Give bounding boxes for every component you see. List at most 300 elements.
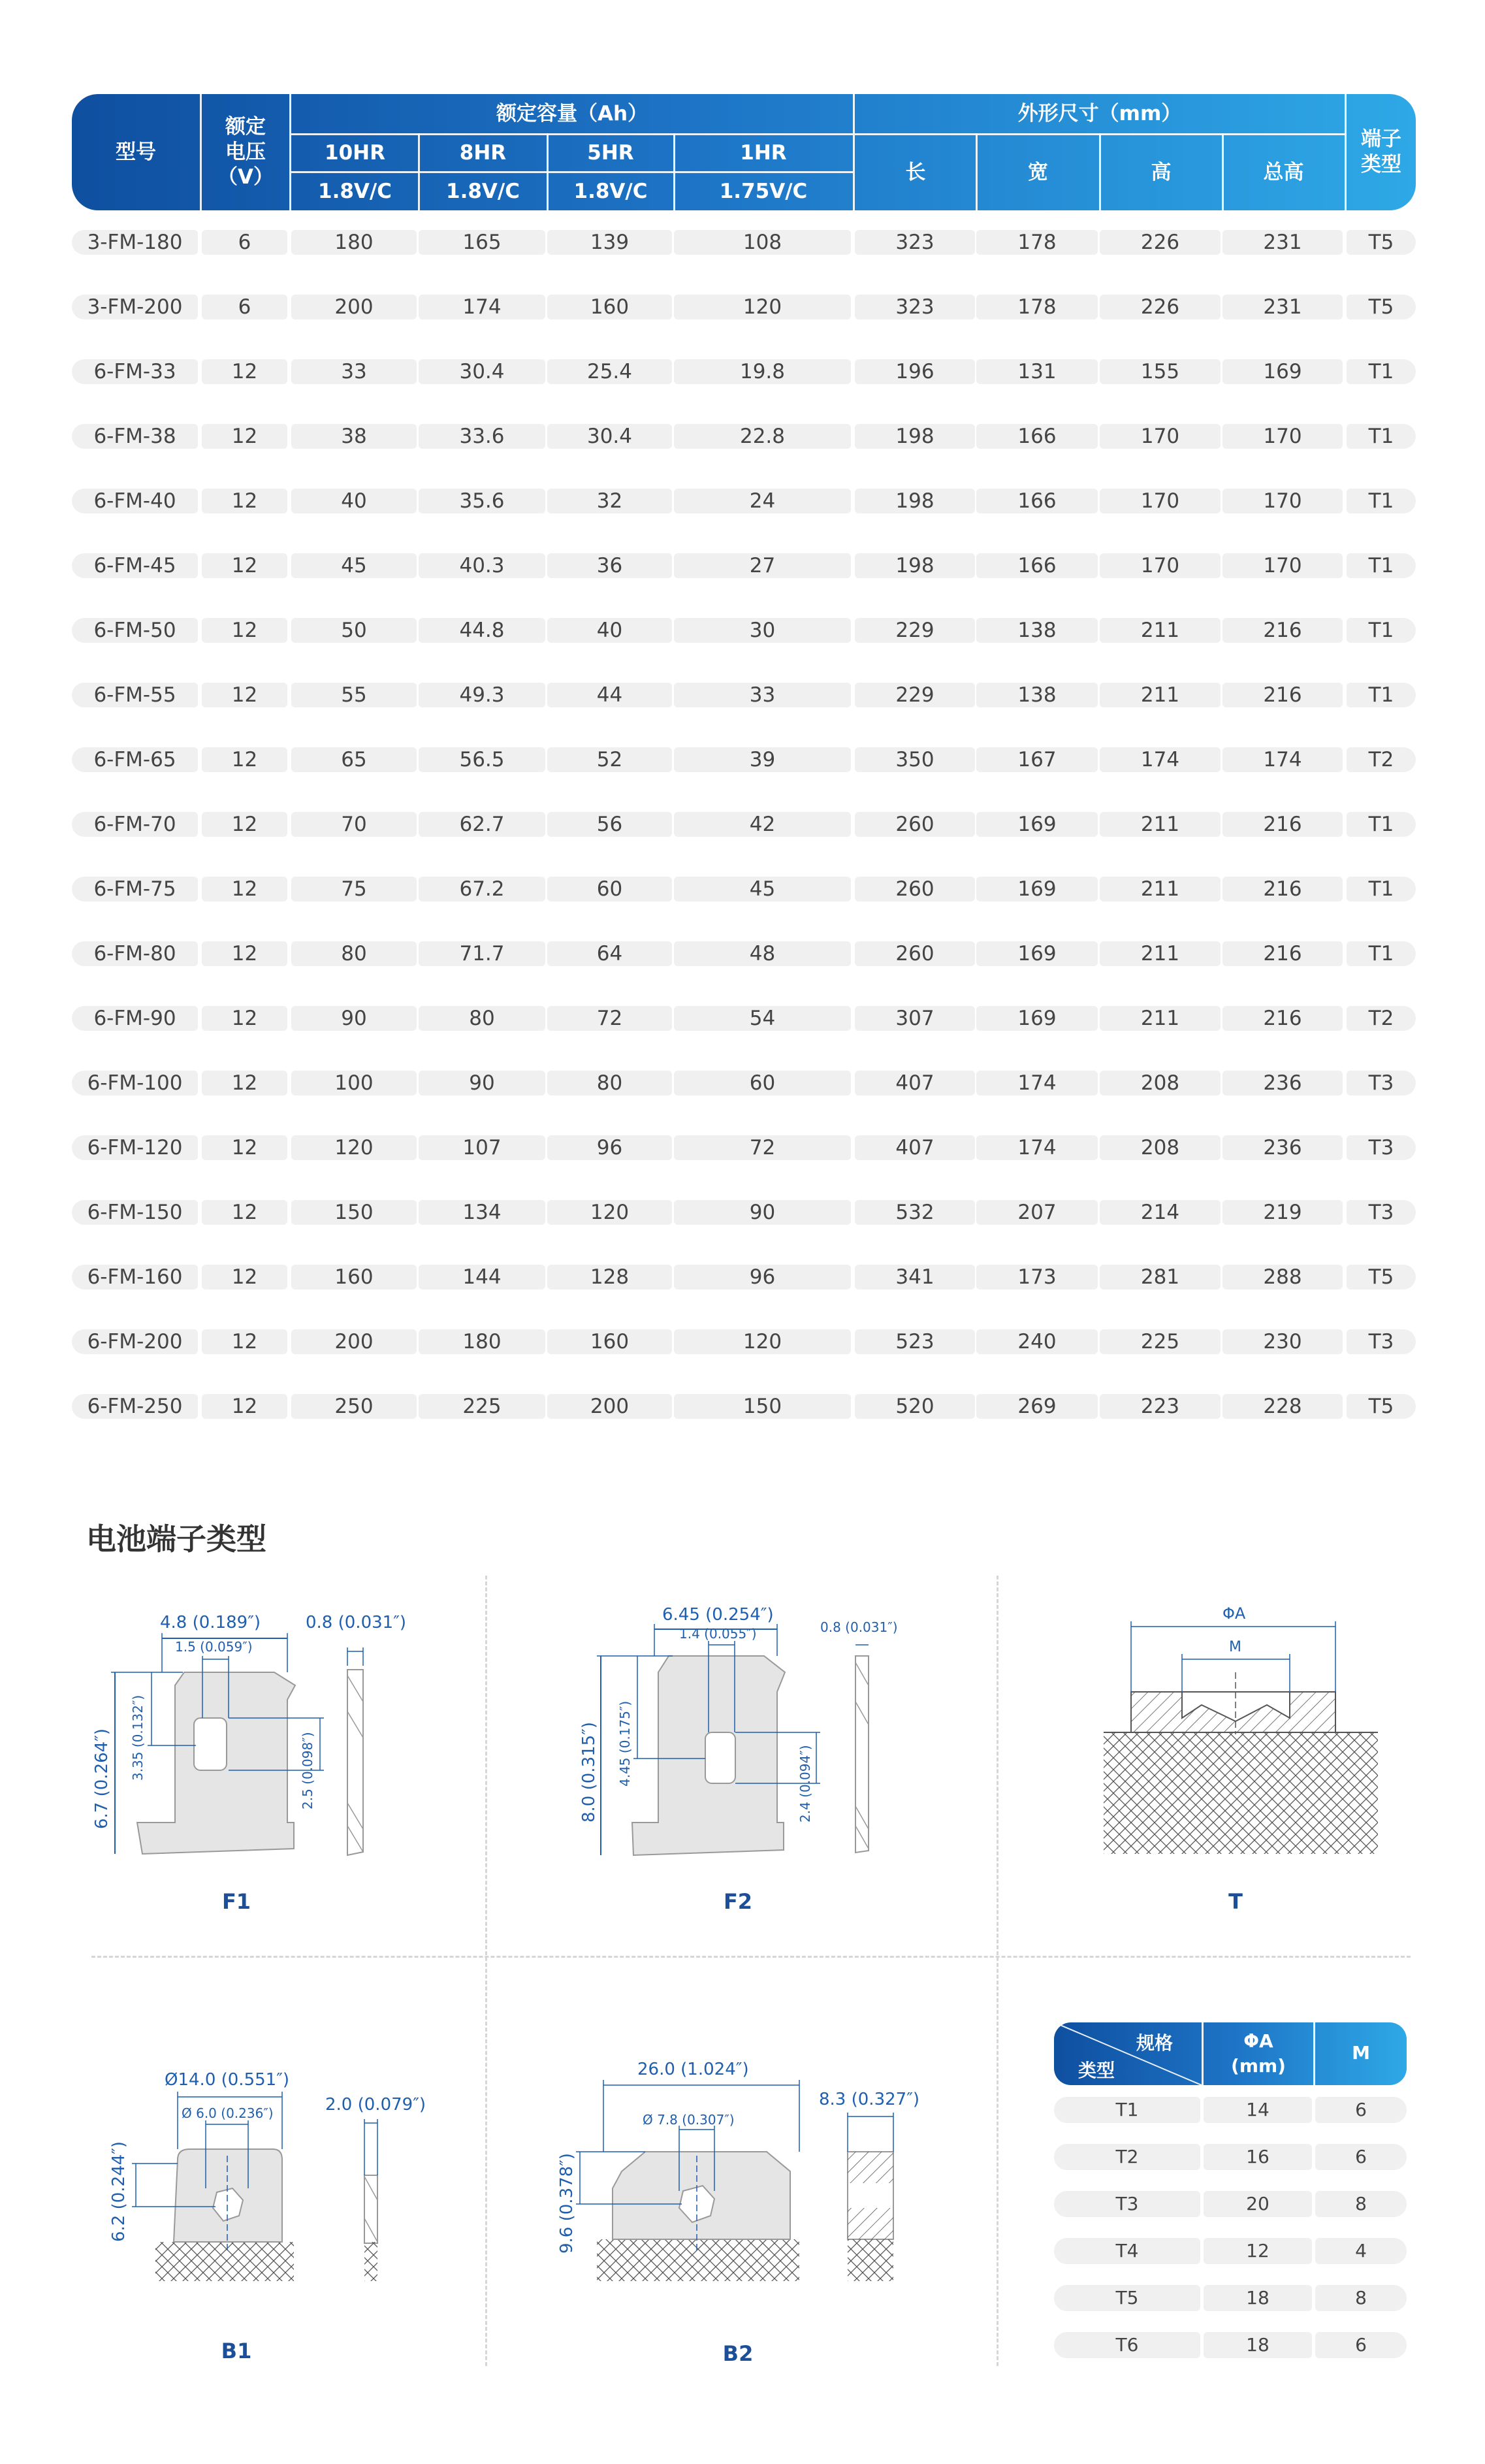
header-dim-3: 总高 [1263, 161, 1304, 185]
table-cell: T3 [1347, 1329, 1416, 1354]
diagram-t [1084, 1587, 1424, 1927]
table-cell: 250 [291, 1394, 417, 1419]
table-cell: 128 [547, 1265, 672, 1289]
model-cell: 3-FM-200 [72, 295, 198, 319]
table-cell: 170 [1222, 553, 1343, 578]
table-cell: 90 [674, 1200, 851, 1225]
terminal-value-cell: 18 [1204, 2285, 1312, 2311]
diagram-b1 [91, 2032, 457, 2371]
table-cell: T5 [1347, 1394, 1416, 1419]
diagram-f1 [91, 1587, 457, 1927]
table-cell: 120 [291, 1135, 417, 1160]
table-cell: 166 [976, 489, 1098, 513]
table-row [72, 728, 1416, 792]
table-cell: 90 [419, 1071, 545, 1095]
table-cell: 407 [855, 1135, 975, 1160]
table-cell: 12 [202, 877, 287, 901]
table-cell: T1 [1347, 359, 1416, 384]
table-cell: 200 [547, 1394, 672, 1419]
table-cell: 174 [419, 295, 545, 319]
terminal-type-cell: T2 [1054, 2144, 1200, 2170]
table-cell: 211 [1100, 1006, 1221, 1031]
t-outer-label: ΦA [1222, 1604, 1246, 1623]
terminal-value-cell: 4 [1315, 2238, 1407, 2264]
table-cell: 180 [291, 230, 417, 255]
table-cell: T5 [1347, 295, 1416, 319]
model-cell: 6-FM-100 [72, 1071, 198, 1095]
f2-hole-width-label: 1.4 (0.055″) [679, 1626, 757, 1642]
table-cell: 120 [547, 1200, 672, 1225]
table-cell: 520 [855, 1394, 975, 1419]
table-row [72, 1245, 1416, 1310]
table-cell: 160 [547, 295, 672, 319]
table-cell: 216 [1222, 877, 1343, 901]
table-cell: 12 [202, 359, 287, 384]
table-cell: 160 [291, 1265, 417, 1289]
model-cell: 6-FM-38 [72, 424, 198, 449]
table-cell: T1 [1347, 941, 1416, 966]
table-cell: 22.8 [674, 424, 851, 449]
table-row [72, 404, 1416, 469]
table-cell: 71.7 [419, 941, 545, 966]
terminal-value-cell: 8 [1315, 2285, 1407, 2311]
table-cell: T3 [1347, 1071, 1416, 1095]
diagram-b2 [557, 2032, 940, 2371]
terminal-value-cell: 18 [1204, 2332, 1312, 2358]
table-cell: 166 [976, 424, 1098, 449]
b1-width-label: Ø14.0 (0.551″) [165, 2070, 290, 2090]
table-cell: 60 [674, 1071, 851, 1095]
table-cell: 32 [547, 489, 672, 513]
terminal-table-body [1054, 2085, 1407, 2367]
terminal-row [1054, 2085, 1407, 2132]
model-cell: 6-FM-150 [72, 1200, 198, 1225]
terminal-type-cell: T6 [1054, 2332, 1200, 2358]
table-cell: 198 [855, 489, 975, 513]
terminal-table-header [1054, 2022, 1407, 2085]
model-cell: 6-FM-120 [72, 1135, 198, 1160]
table-cell: 12 [202, 1394, 287, 1419]
table-cell: 236 [1222, 1135, 1343, 1160]
table-cell: 166 [976, 553, 1098, 578]
table-cell: 228 [1222, 1394, 1343, 1419]
table-cell: 52 [547, 747, 672, 772]
divider [997, 1576, 998, 2366]
table-cell: 64 [547, 941, 672, 966]
table-cell: T2 [1347, 747, 1416, 772]
table-cell: 260 [855, 877, 975, 901]
f1-hole-width-label: 1.5 (0.059″) [175, 1639, 253, 1655]
f2-thickness-label: 0.8 (0.031″) [820, 1619, 898, 1635]
t-inner-label: M [1229, 1639, 1241, 1655]
header-rate-0: 10HR [325, 141, 385, 165]
f2-hole-pos-label: 4.45 (0.175″) [617, 1700, 633, 1787]
table-cell: 120 [674, 1329, 851, 1354]
table-cell: 174 [976, 1071, 1098, 1095]
table-cell: 54 [674, 1006, 851, 1031]
header-dim-2: 高 [1151, 161, 1172, 185]
model-cell: 6-FM-90 [72, 1006, 198, 1031]
b1-thickness-label: 2.0 (0.079″) [325, 2095, 426, 2115]
table-row [72, 1051, 1416, 1116]
b1-label: B1 [221, 2339, 252, 2363]
model-cell: 3-FM-180 [72, 230, 198, 255]
table-row [72, 275, 1416, 340]
table-row [72, 1310, 1416, 1374]
table-cell: 231 [1222, 230, 1343, 255]
table-cell: 223 [1100, 1394, 1221, 1419]
table-cell: 216 [1222, 618, 1343, 643]
terminal-value-cell: 12 [1204, 2238, 1312, 2264]
model-cell: 6-FM-45 [72, 553, 198, 578]
table-cell: 38 [291, 424, 417, 449]
f2-width-label: 6.45 (0.254″) [662, 1605, 774, 1625]
table-cell: 170 [1100, 489, 1221, 513]
table-cell: T1 [1347, 489, 1416, 513]
table-cell: 134 [419, 1200, 545, 1225]
table-cell: 12 [202, 1329, 287, 1354]
model-cell: 6-FM-65 [72, 747, 198, 772]
terminal-type-cell: T3 [1054, 2191, 1200, 2217]
table-cell: 70 [291, 812, 417, 837]
table-cell: 226 [1100, 295, 1221, 319]
table-cell: 139 [547, 230, 672, 255]
terminal-row [1054, 2226, 1407, 2273]
f1-width-label: 4.8 (0.189″) [160, 1613, 261, 1632]
table-cell: 65 [291, 747, 417, 772]
table-cell: 523 [855, 1329, 975, 1354]
table-row [72, 1180, 1416, 1245]
table-cell: 155 [1100, 359, 1221, 384]
model-cell: 6-FM-50 [72, 618, 198, 643]
table-cell: 230 [1222, 1329, 1343, 1354]
model-cell: 6-FM-40 [72, 489, 198, 513]
f1-height-label: 6.7 (0.264″) [92, 1728, 112, 1829]
table-cell: T3 [1347, 1135, 1416, 1160]
table-row [72, 598, 1416, 663]
table-cell: 229 [855, 618, 975, 643]
table-row [72, 857, 1416, 922]
table-cell: 178 [976, 295, 1098, 319]
model-cell: 6-FM-55 [72, 683, 198, 707]
table-cell: 6 [202, 230, 287, 255]
model-cell: 6-FM-70 [72, 812, 198, 837]
table-cell: 56 [547, 812, 672, 837]
table-cell: 532 [855, 1200, 975, 1225]
table-cell: 60 [547, 877, 672, 901]
table-cell: 6 [202, 295, 287, 319]
table-cell: 33.6 [419, 424, 545, 449]
table-cell: 12 [202, 489, 287, 513]
terminal-table [1054, 2022, 1407, 2367]
table-cell: 30 [674, 618, 851, 643]
table-cell: 196 [855, 359, 975, 384]
header-rate-1: 8HR [459, 141, 507, 165]
table-cell: 72 [547, 1006, 672, 1031]
table-cell: T3 [1347, 1200, 1416, 1225]
b2-label: B2 [722, 2341, 754, 2366]
header-cutoff-2: 1.8V/C [573, 180, 648, 204]
b1-hole-label: Ø 6.0 (0.236″) [182, 2105, 274, 2121]
header-phi-a-unit: (mm) [1231, 2055, 1286, 2077]
table-cell: T5 [1347, 230, 1416, 255]
table-cell: 12 [202, 424, 287, 449]
table-cell: 226 [1100, 230, 1221, 255]
spec-table-header [72, 94, 1416, 210]
table-cell: 216 [1222, 941, 1343, 966]
table-row [72, 534, 1416, 598]
table-cell: 216 [1222, 1006, 1343, 1031]
b2-thickness-label: 8.3 (0.327″) [819, 2090, 920, 2109]
table-cell: 307 [855, 1006, 975, 1031]
table-cell: 169 [976, 877, 1098, 901]
table-cell: 12 [202, 1071, 287, 1095]
table-cell: 107 [419, 1135, 545, 1160]
table-cell: 12 [202, 1200, 287, 1225]
terminal-row [1054, 2179, 1407, 2226]
table-cell: 170 [1100, 553, 1221, 578]
table-cell: 211 [1100, 618, 1221, 643]
table-cell: 167 [976, 747, 1098, 772]
table-cell: 24 [674, 489, 851, 513]
header-rate-2: 5HR [587, 141, 634, 165]
table-row [72, 986, 1416, 1051]
table-cell: T5 [1347, 1265, 1416, 1289]
table-cell: 198 [855, 424, 975, 449]
table-cell: 260 [855, 812, 975, 837]
terminal-value-cell: 6 [1315, 2097, 1407, 2123]
table-cell: 35.6 [419, 489, 545, 513]
f1-hole-pos-label: 3.35 (0.132″) [130, 1694, 146, 1781]
model-cell: 6-FM-250 [72, 1394, 198, 1419]
table-cell: 100 [291, 1071, 417, 1095]
table-cell: 211 [1100, 941, 1221, 966]
f2-hole-height-label: 2.4 (0.094″) [797, 1745, 813, 1823]
table-cell: 169 [976, 941, 1098, 966]
t-label: T [1228, 1889, 1243, 1914]
table-cell: 323 [855, 295, 975, 319]
table-cell: 33 [291, 359, 417, 384]
terminal-value-cell: 14 [1204, 2097, 1312, 2123]
table-cell: 45 [674, 877, 851, 901]
b2-width-label: 26.0 (1.024″) [637, 2060, 749, 2079]
table-cell: 30.4 [547, 424, 672, 449]
header-cutoff-1: 1.8V/C [446, 180, 520, 204]
table-cell: 80 [547, 1071, 672, 1095]
table-cell: 211 [1100, 877, 1221, 901]
table-cell: 225 [1100, 1329, 1221, 1354]
b2-height-label: 9.6 (0.378″) [557, 2152, 577, 2254]
header-cutoff-3: 1.75V/C [719, 180, 808, 204]
terminal-type-cell: T1 [1054, 2097, 1200, 2123]
table-cell: 169 [1222, 359, 1343, 384]
table-cell: 407 [855, 1071, 975, 1095]
table-cell: 200 [291, 1329, 417, 1354]
table-cell: T2 [1347, 1006, 1416, 1031]
table-cell: 30.4 [419, 359, 545, 384]
header-dim-1: 宽 [1028, 161, 1048, 185]
table-row [72, 210, 1416, 275]
table-cell: 174 [1100, 747, 1221, 772]
table-cell: 80 [291, 941, 417, 966]
terminal-value-cell: 6 [1315, 2144, 1407, 2170]
header-dimensions: 外形尺寸（mm） [1017, 101, 1182, 125]
table-cell: 40.3 [419, 553, 545, 578]
table-cell: 180 [419, 1329, 545, 1354]
table-cell: 55 [291, 683, 417, 707]
table-cell: 62.7 [419, 812, 545, 837]
header-capacity: 额定容量（Ah） [496, 101, 648, 125]
table-cell: 12 [202, 747, 287, 772]
table-cell: 44.8 [419, 618, 545, 643]
table-cell: 207 [976, 1200, 1098, 1225]
table-cell: 170 [1222, 489, 1343, 513]
f2-height-label: 8.0 (0.315″) [579, 1721, 599, 1823]
terminal-type-cell: T4 [1054, 2238, 1200, 2264]
table-cell: 12 [202, 553, 287, 578]
header-phi-a: ΦA [1243, 2030, 1273, 2052]
table-cell: 96 [547, 1135, 672, 1160]
table-cell: 12 [202, 1006, 287, 1031]
table-cell: 75 [291, 877, 417, 901]
table-cell: 260 [855, 941, 975, 966]
terminal-type-cell: T5 [1054, 2285, 1200, 2311]
table-cell: T1 [1347, 877, 1416, 901]
divider [91, 1956, 1411, 1958]
table-cell: 173 [976, 1265, 1098, 1289]
table-cell: 225 [419, 1394, 545, 1419]
header-model: 型号 [116, 140, 156, 164]
model-cell: 6-FM-200 [72, 1329, 198, 1354]
table-row [72, 922, 1416, 986]
table-cell: 174 [976, 1135, 1098, 1160]
terminal-row [1054, 2320, 1407, 2367]
table-cell: 288 [1222, 1265, 1343, 1289]
table-cell: 169 [976, 812, 1098, 837]
model-cell: 6-FM-33 [72, 359, 198, 384]
header-rate-3: 1HR [740, 141, 787, 165]
table-row [72, 1116, 1416, 1180]
header-dim-0: 长 [905, 161, 926, 185]
table-cell: 25.4 [547, 359, 672, 384]
b2-hole-label: Ø 7.8 (0.307″) [643, 2112, 735, 2128]
table-cell: 19.8 [674, 359, 851, 384]
table-cell: 120 [674, 295, 851, 319]
table-cell: 208 [1100, 1071, 1221, 1095]
f1-label: F1 [221, 1889, 251, 1914]
header-terminal: 端子 类型 [1361, 127, 1401, 176]
table-cell: 138 [976, 618, 1098, 643]
table-cell: 72 [674, 1135, 851, 1160]
table-cell: 281 [1100, 1265, 1221, 1289]
header-voltage: 额定 电压 （V） [217, 114, 274, 189]
model-cell: 6-FM-75 [72, 877, 198, 901]
spec-table [72, 94, 1416, 1439]
table-cell: 67.2 [419, 877, 545, 901]
table-cell: 12 [202, 941, 287, 966]
table-cell: T1 [1347, 683, 1416, 707]
table-cell: 169 [976, 1006, 1098, 1031]
table-cell: 27 [674, 553, 851, 578]
table-cell: 36 [547, 553, 672, 578]
table-cell: 229 [855, 683, 975, 707]
model-cell: 6-FM-80 [72, 941, 198, 966]
diagram-f2 [575, 1587, 940, 1927]
table-cell: 150 [674, 1394, 851, 1419]
table-cell: 170 [1222, 424, 1343, 449]
table-cell: 208 [1100, 1135, 1221, 1160]
table-cell: 40 [547, 618, 672, 643]
table-cell: 219 [1222, 1200, 1343, 1225]
table-cell: 39 [674, 747, 851, 772]
table-row [72, 340, 1416, 404]
table-cell: 174 [1222, 747, 1343, 772]
table-cell: 231 [1222, 295, 1343, 319]
header-spec: 规格 [1136, 2032, 1173, 2054]
f1-thickness-label: 0.8 (0.031″) [306, 1613, 407, 1632]
table-cell: 12 [202, 1135, 287, 1160]
table-cell: T1 [1347, 618, 1416, 643]
header-type: 类型 [1078, 2060, 1115, 2081]
table-cell: 44 [547, 683, 672, 707]
table-cell: 160 [547, 1329, 672, 1354]
table-cell: 90 [291, 1006, 417, 1031]
table-cell: 269 [976, 1394, 1098, 1419]
table-cell: 170 [1100, 424, 1221, 449]
terminal-value-cell: 20 [1204, 2191, 1312, 2217]
table-cell: 323 [855, 230, 975, 255]
table-cell: T1 [1347, 812, 1416, 837]
terminal-value-cell: 8 [1315, 2191, 1407, 2217]
divider [485, 1576, 487, 2366]
b1-height-label: 6.2 (0.244″) [109, 2141, 129, 2242]
table-cell: 138 [976, 683, 1098, 707]
table-row [72, 1374, 1416, 1439]
table-cell: 50 [291, 618, 417, 643]
terminal-value-cell: 6 [1315, 2332, 1407, 2358]
terminal-row [1054, 2132, 1407, 2179]
table-cell: 42 [674, 812, 851, 837]
table-cell: 150 [291, 1200, 417, 1225]
table-cell: 178 [976, 230, 1098, 255]
table-cell: 350 [855, 747, 975, 772]
table-row [72, 792, 1416, 857]
spec-table-body [72, 210, 1416, 1439]
table-cell: 200 [291, 295, 417, 319]
table-row [72, 663, 1416, 728]
table-cell: 198 [855, 553, 975, 578]
table-cell: 49.3 [419, 683, 545, 707]
table-cell: 108 [674, 230, 851, 255]
table-cell: 211 [1100, 683, 1221, 707]
table-cell: 56.5 [419, 747, 545, 772]
table-cell: 33 [674, 683, 851, 707]
table-cell: 12 [202, 683, 287, 707]
header-m: M [1352, 2042, 1370, 2064]
f2-label: F2 [723, 1889, 753, 1914]
table-cell: 12 [202, 1265, 287, 1289]
table-cell: 131 [976, 359, 1098, 384]
table-cell: 211 [1100, 812, 1221, 837]
table-cell: 80 [419, 1006, 545, 1031]
table-cell: 48 [674, 941, 851, 966]
table-cell: 12 [202, 618, 287, 643]
table-cell: 216 [1222, 683, 1343, 707]
table-cell: 165 [419, 230, 545, 255]
table-cell: 12 [202, 812, 287, 837]
table-cell: 40 [291, 489, 417, 513]
table-cell: 144 [419, 1265, 545, 1289]
